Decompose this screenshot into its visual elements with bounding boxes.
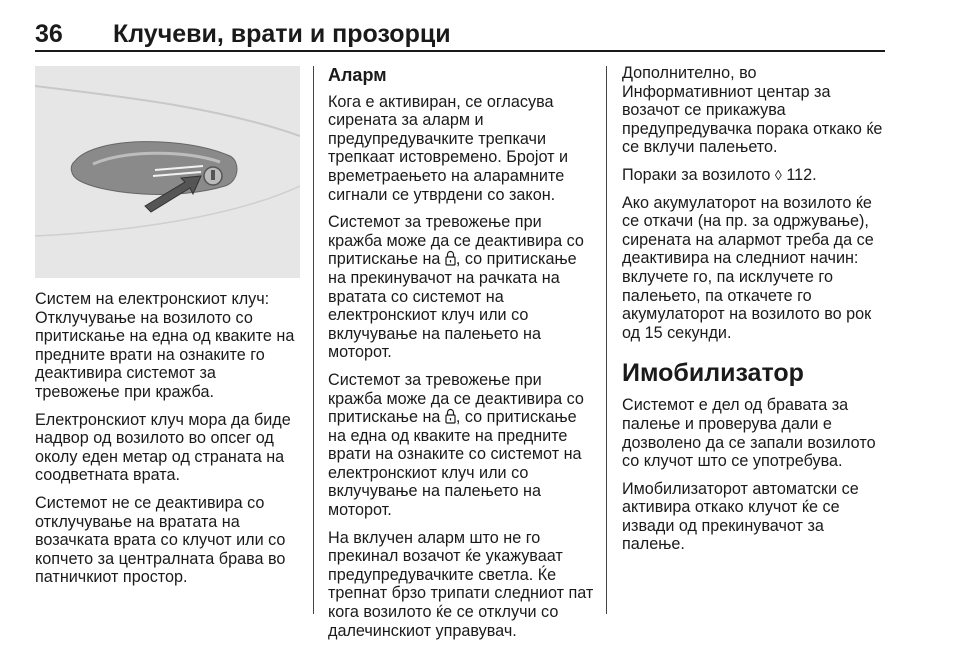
chapter-title: Клучеви, врати и прозорци [113, 20, 451, 48]
door-handle-illustration [35, 66, 300, 278]
column-right [622, 64, 890, 563]
padlock-icon [445, 408, 456, 424]
page-number: 36 [35, 20, 63, 48]
column-middle [328, 66, 596, 649]
paragraph: Ако акумулаторот на возилото ќе се откачи (на пр. за одржување), сирената на алармот треба да се деактивира на следниот начин: вклучете го, па исклучете го палењето, па откачете го акумулаторот на возилото во рок од 15 секунди. [622, 193, 874, 342]
paragraph: Систем на електронскиот клуч: Отклучување на возилото со притискање на една од кваките на предните врати на ознаките го деактивира системот за тревожење при кражба. [35, 290, 295, 401]
header-rule [35, 50, 885, 52]
padlock-icon [445, 250, 456, 266]
paragraph: Системот е дел од бравата за палење и проверува дали е дозволено да се запали возилото со клучот што се употребува. [622, 396, 876, 471]
column-left [35, 66, 300, 596]
door-handle-drawing [35, 66, 300, 278]
page-header [35, 20, 885, 54]
section-heading-immobilizer: Имобилизатор [622, 359, 804, 388]
page-reference-link[interactable]: 112. [781, 165, 817, 184]
section-heading-alarm: Аларм [328, 65, 387, 85]
page-reference-arrow-icon: ◊ [774, 166, 782, 183]
column-divider [313, 66, 314, 614]
paragraph: Кога е активиран, се огласува сирената за аларм и предупредувачките трепкачи трепкаат истовремено. Бројот и времетраењето на аларамните сигнали се утврдени со закон. [328, 92, 569, 204]
paragraph: Дополнително, во Информативниот центар за возачот се прикажува предупредувачка порака откако ќе се вклучи палењето. [622, 64, 883, 157]
paragraph: Системот не се деактивира со отклучување на вратата на возачката врата со клучот или со копчето за централната брава во патничкиот простор. [35, 493, 286, 587]
paragraph: Пораки за возилото ◊ 112. [622, 165, 817, 184]
paragraph: Имобилизаторот автоматски се активира откако клучот ќе се извади од прекинувачот за палење. [622, 479, 859, 554]
paragraph: Електронскиот клуч мора да биде надвор од возилото во опсег од околу еден метар од страната на соодветната врата. [35, 410, 291, 485]
paragraph: Системот за тревожење при кражба може да се деактивира со притискање на , со притискање на прекинувачот на рачката на вратата со системот на електронскиот клуч или со вклучување на палењето на моторот. [328, 213, 584, 362]
paragraph: На вклучен аларм што не го прекинал возачот ќе укажуваат предупредувачките светла. Ќе трепнат брзо трипати следниот пат кога возилото ќе се отклучи со далечинскиот управувач. [328, 528, 594, 640]
paragraph: Системот за тревожење при кражба може да се деактивира со притискање на , со притискање на една од кваките на предните врати на ознаките со системот на електронскиот клуч или со вклучување на палењето на моторот. [328, 370, 584, 520]
column-divider [606, 66, 607, 614]
